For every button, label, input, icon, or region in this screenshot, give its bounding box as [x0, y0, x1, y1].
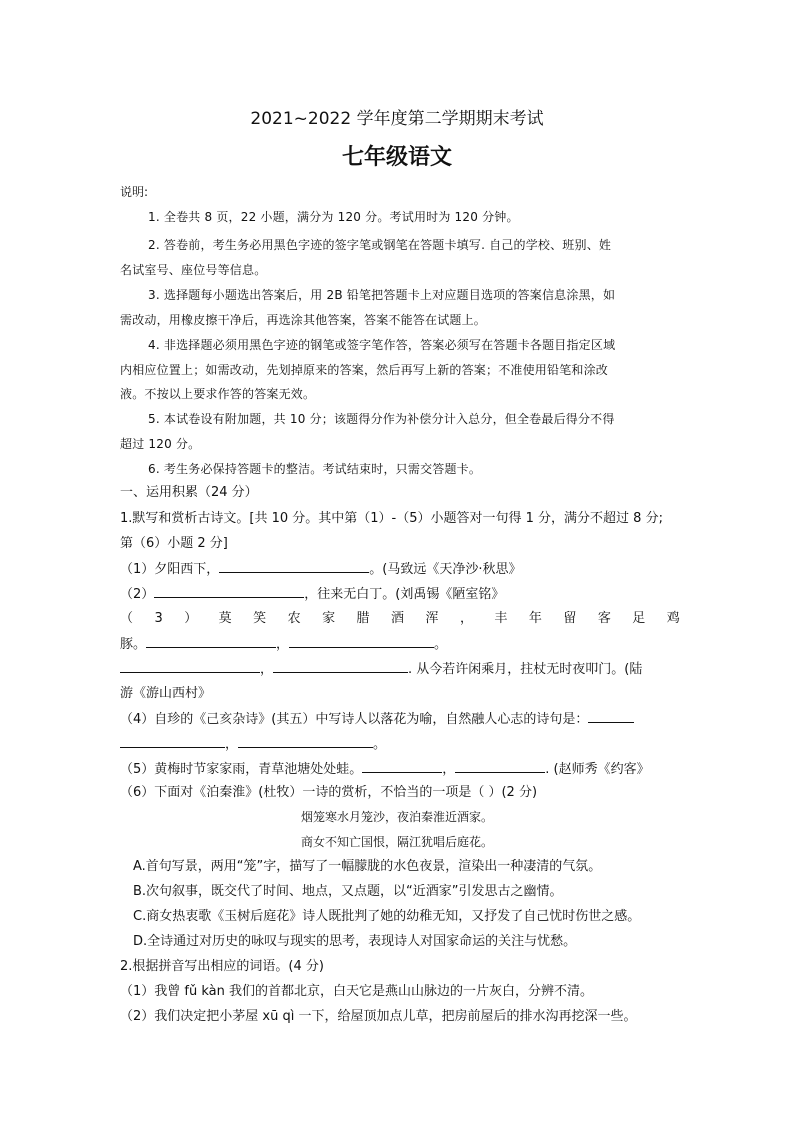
note-line: 4. 非选择题必须用黑色字迹的钢笔或签字笔作答，答案必须写在答题卡各题目指定区域: [148, 338, 616, 352]
exam-title: 2021~2022 学年度第二学期期末考试: [250, 109, 544, 129]
answer-blank[interactable]: [238, 735, 373, 748]
q1-2: （2） ，往来无白丁。(刘禹锡《陋室铭》: [120, 587, 505, 602]
q1-intro-cont: 第（6）小题 2 分]: [120, 536, 228, 551]
answer-blank[interactable]: [120, 735, 225, 748]
note-line: 超过 120 分。: [120, 437, 201, 451]
note-line: 名试室号、座位号等信息。: [120, 263, 267, 277]
notes-label: 说明:: [120, 185, 149, 199]
q1-4-line-b: ， 。: [120, 735, 680, 754]
answer-blank[interactable]: [455, 760, 545, 773]
answer-blank[interactable]: [219, 560, 369, 573]
answer-blank[interactable]: [154, 585, 304, 598]
q1-3-line-b: 豚。 ， 。: [120, 637, 448, 652]
q1-intro: 1.默写和赏析古诗文。[共 10 分。其中第（1）-（5）小题答对一句得 1 分，满分不超过 8 分;: [120, 511, 663, 526]
note-line: 1. 全卷共 8 页，22 小题，满分为 120 分。考试用时为 120 分钟。: [148, 210, 519, 224]
q1-1: （1）夕阳西下， 。(马致远《天净沙·秋思》: [120, 562, 522, 577]
q2-2: （2）我们决定把小茅屋 xū qì 一下，给屋顶加点儿草，把房前屋后的排水沟再挖深一些。: [120, 1009, 637, 1024]
answer-blank[interactable]: [146, 635, 276, 648]
section-heading: 一、运用积累（24 分）: [120, 485, 258, 500]
note-line: 内相应位置上；如需改动，先划掉原来的答案，然后再写上新的答案；不准使用铅笔和涂改: [120, 363, 609, 377]
poem-line: 商女不知亡国恨，隔江犹唱后庭花。: [300, 835, 493, 849]
note-line: 3. 选择题每小题选出答案后，用 2B 铅笔把答题卡上对应题目选项的答案信息涂黑，如: [148, 288, 616, 302]
note-line: 5. 本试卷设有附加题，共 10 分；该题得分作为补偿分计入总分，但全卷最后得分不得: [148, 412, 615, 426]
option-d: D.全诗通过对历史的咏叹与现实的思考，表现诗人对国家命运的关注与忧愁。: [133, 934, 577, 949]
option-a: A.首句写景，两用“笼”字，描写了一幅朦胧的水色夜景，渲染出一种凄清的气氛。: [133, 859, 602, 874]
q1-6: （6）下面对《泊秦淮》(杜牧）一诗的赏析，不恰当的一项是（ ）(2 分): [120, 785, 538, 800]
note-line: 液。不按以上要求作答的答案无效。: [120, 387, 316, 401]
q1-3-line: （ 3 ） 莫 笑 农 家 腊 酒 浑 ， 丰 年 留 客 足 鸡: [120, 611, 680, 626]
subject-title: 七年级语文: [341, 145, 452, 170]
option-b: B.次句叙事，既交代了时间、地点，又点题，以“近酒家”引发思古之幽情。: [133, 884, 563, 899]
q2-1: （1）我曾 fǔ kàn 我们的首都北京，白天它是燕山山脉边的一片灰白，分辨不清。: [120, 984, 593, 999]
answer-blank[interactable]: [120, 660, 260, 673]
note-line: 2. 答卷前，考生务必用黑色字迹的签字笔或钢笔在答题卡填写. 自己的学校、班别、姓: [148, 238, 612, 252]
answer-blank[interactable]: [362, 760, 442, 773]
answer-blank[interactable]: [289, 635, 434, 648]
q1-3-line-c: ， . 从今若许闲乘月，拄杖无时夜叩门。(陆: [120, 660, 680, 679]
q1-5: （5）黄梅时节家家雨，青草池塘处处蛙。 ， . (赵师秀《约客》: [120, 762, 650, 777]
q1-4: （4）自珍的《己亥杂诗》(其五）中写诗人以落花为喻，自然融人心志的诗句是：: [120, 710, 680, 729]
q2-intro: 2.根据拼音写出相应的词语。(4 分): [120, 959, 324, 974]
option-c: C.商女热衷歌《玉树后庭花》诗人既批判了她的幼稚无知，又抒发了自己忧时伤世之感。: [133, 909, 641, 924]
q1-3-line-d: 游《游山西村》: [120, 686, 212, 701]
note-line: 需改动，用橡皮擦干净后，再选涂其他答案，答案不能答在试题上。: [120, 313, 487, 327]
answer-blank[interactable]: [588, 710, 634, 723]
note-line: 6. 考生务必保持答题卡的整洁。考试结束时，只需交答题卡。: [148, 462, 482, 476]
poem-line: 烟笼寒水月笼沙，夜泊秦淮近酒家。: [300, 810, 493, 824]
answer-blank[interactable]: [273, 660, 408, 673]
